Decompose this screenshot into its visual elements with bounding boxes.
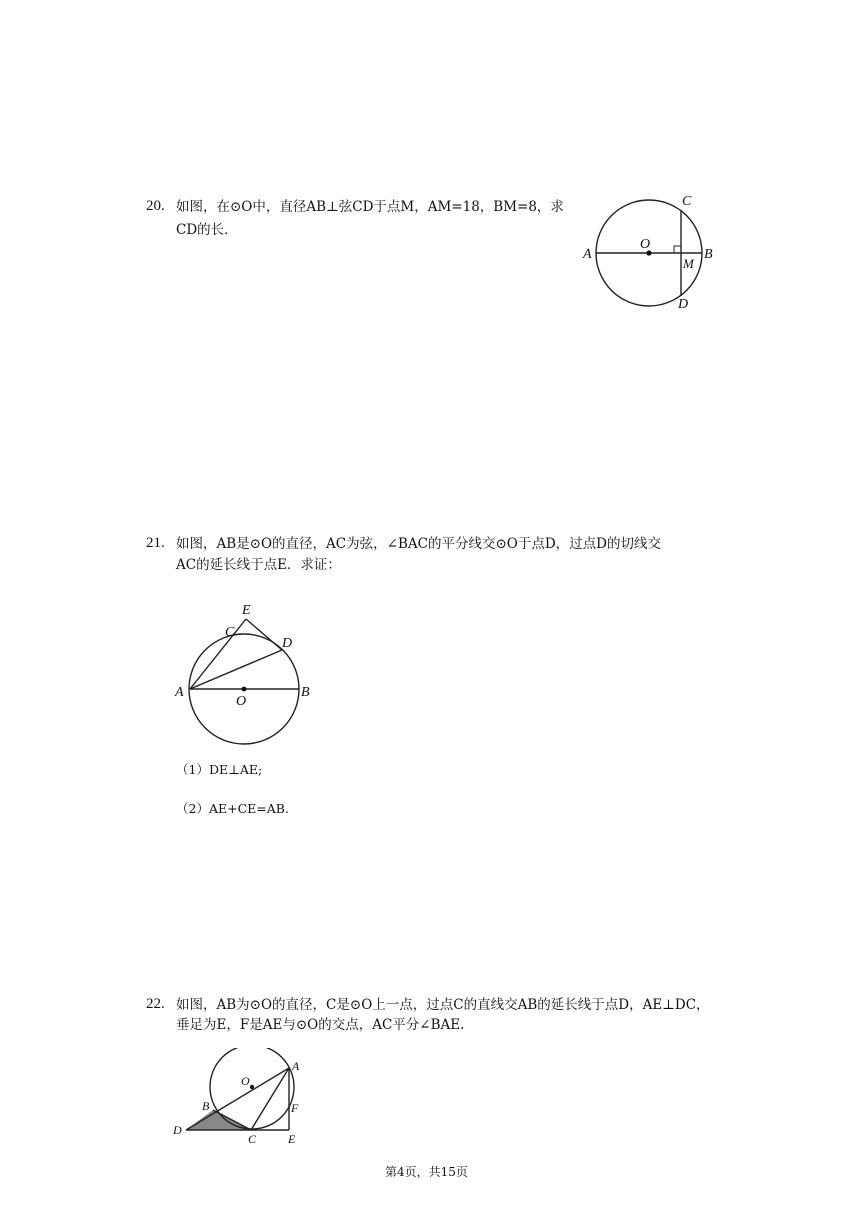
label-b: B — [704, 247, 713, 262]
question-20-line-1: 如图，在⊙O中，直径AB⊥弦CD于点M，AM=18，BM=8，求 — [176, 199, 564, 215]
label-d: D — [282, 636, 293, 651]
question-20-line-2: CD的长． — [176, 222, 238, 238]
segment-ae — [190, 619, 246, 689]
page-footer: 第4页，共15页 — [385, 1165, 468, 1179]
question-21-line-2: AC的延长线于点E．求证： — [176, 557, 341, 573]
label-f: F — [291, 1101, 299, 1115]
question-21-number: 21. — [146, 535, 165, 551]
label-e: E — [242, 603, 251, 618]
label-c: C — [225, 625, 235, 640]
label-m: M — [683, 256, 694, 271]
label-e: E — [288, 1132, 296, 1144]
right-angle-mark — [674, 246, 681, 253]
question-22-figure — [168, 1048, 308, 1144]
label-a: A — [175, 685, 184, 700]
question-21-line-1: 如图，AB是⊙O的直径，AC为弦，∠BAC的平分线交⊙O于点D，过点D的切线交 — [176, 536, 661, 552]
question-20-figure — [578, 186, 728, 312]
label-d: D — [173, 1123, 182, 1137]
question-21-figure — [170, 600, 330, 750]
label-c: C — [248, 1132, 257, 1144]
label-d: D — [678, 297, 689, 312]
question-22-line-1: 如图，AB为⊙O的直径，C是⊙O上一点，过点C的直线交AB的延长线于点D，AE⊥DC， — [176, 997, 710, 1013]
label-b: B — [301, 685, 310, 700]
question-22-number: 22. — [146, 996, 165, 1012]
label-o: O — [241, 1074, 250, 1088]
label-o: O — [236, 694, 247, 709]
label-a: A — [583, 247, 592, 262]
label-o: O — [640, 237, 651, 252]
question-22-line-2: 垂足为E，F是AE与⊙O的交点，AC平分∠BAE. — [176, 1017, 465, 1033]
segment-ad — [190, 650, 282, 689]
segment-ac — [251, 1068, 289, 1130]
label-a: A — [292, 1059, 300, 1073]
question-21-part-2: （2）AE+CE=AB. — [176, 801, 289, 816]
question-21-part-1: （1）DE⊥AE; — [176, 762, 263, 777]
center-point — [242, 687, 247, 692]
label-b: B — [202, 1099, 210, 1113]
question-20-number: 20. — [146, 198, 165, 214]
label-c: C — [682, 194, 692, 209]
center-point — [250, 1085, 254, 1089]
